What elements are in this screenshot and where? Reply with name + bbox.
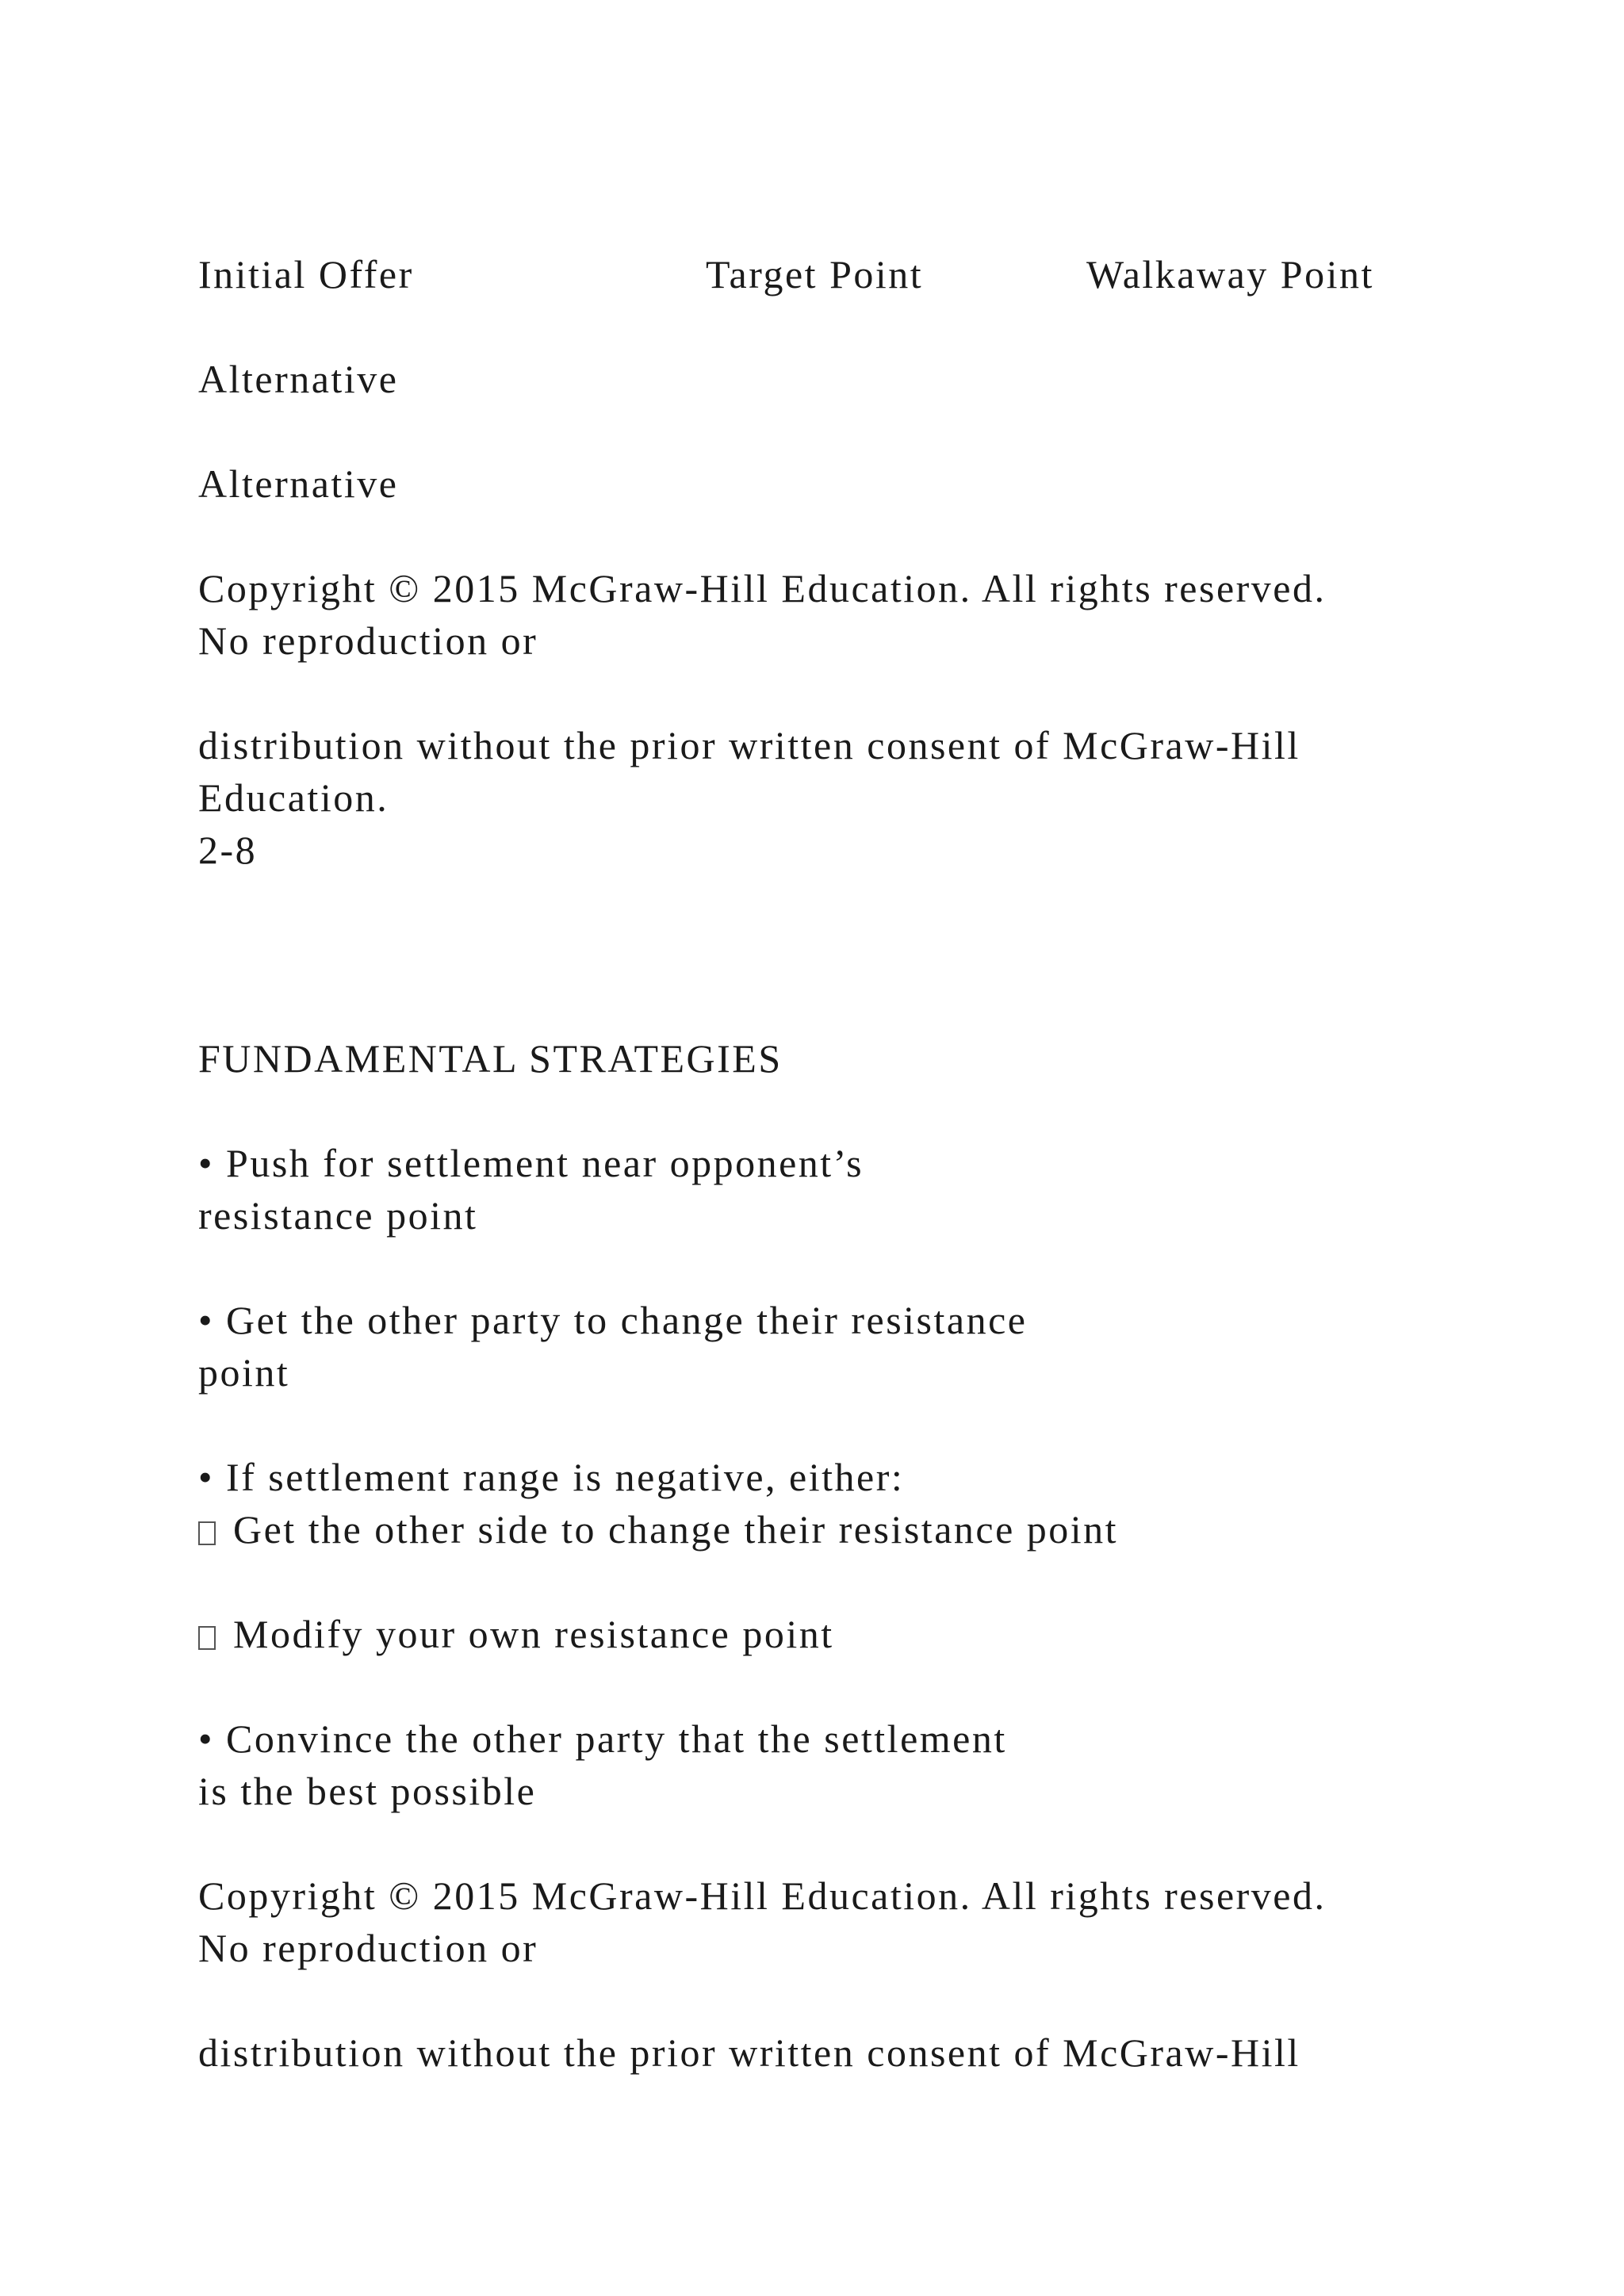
copyright-line: distribution without the prior written consent of McGraw-Hill: [198, 2030, 1300, 2075]
sub-bullet-item: [198, 1608, 834, 1660]
copyright-line: No reproduction or: [198, 1926, 538, 1970]
slide-number: 2-8: [198, 828, 258, 872]
bullet-item: • If settlement range is negative, either:: [198, 1455, 905, 1499]
copyright-line: Copyright © 2015 McGraw-Hill Education. All rights reserved.: [198, 566, 1327, 610]
alternative-label-1: Alternative: [198, 357, 399, 401]
bullet-item: • Get the other party to change their resistance: [198, 1298, 1028, 1342]
copyright-line: Copyright © 2015 McGraw-Hill Education. All rights reserved.: [198, 1873, 1327, 1918]
bullet-item-continued: resistance point: [198, 1193, 478, 1238]
sub-bullet-text: Get the other side to change their resistance point: [233, 1507, 1119, 1552]
bullet-item-continued: point: [198, 1350, 290, 1395]
sub-bullet-text: Modify your own resistance point: [233, 1612, 834, 1656]
initial-offer-label: Initial Offer: [198, 252, 414, 297]
copyright-line: No reproduction or: [198, 618, 538, 663]
walkaway-point-label: Walkaway Point: [1086, 252, 1374, 297]
missing-glyph-box-icon: [198, 1626, 216, 1650]
copyright-line: Education.: [198, 775, 389, 820]
sub-bullet-item: [198, 1503, 1118, 1556]
bullet-item-continued: is the best possible: [198, 1769, 537, 1813]
bullet-item: • Push for settlement near opponent’s: [198, 1141, 864, 1185]
target-point-label: Target Point: [706, 252, 924, 297]
bullet-item: • Convince the other party that the settlement: [198, 1716, 1007, 1761]
copyright-line: distribution without the prior written consent of McGraw-Hill: [198, 723, 1300, 767]
missing-glyph-box-icon: [198, 1521, 216, 1545]
alternative-label-2: Alternative: [198, 461, 399, 506]
section-title: FUNDAMENTAL STRATEGIES: [198, 1036, 783, 1081]
